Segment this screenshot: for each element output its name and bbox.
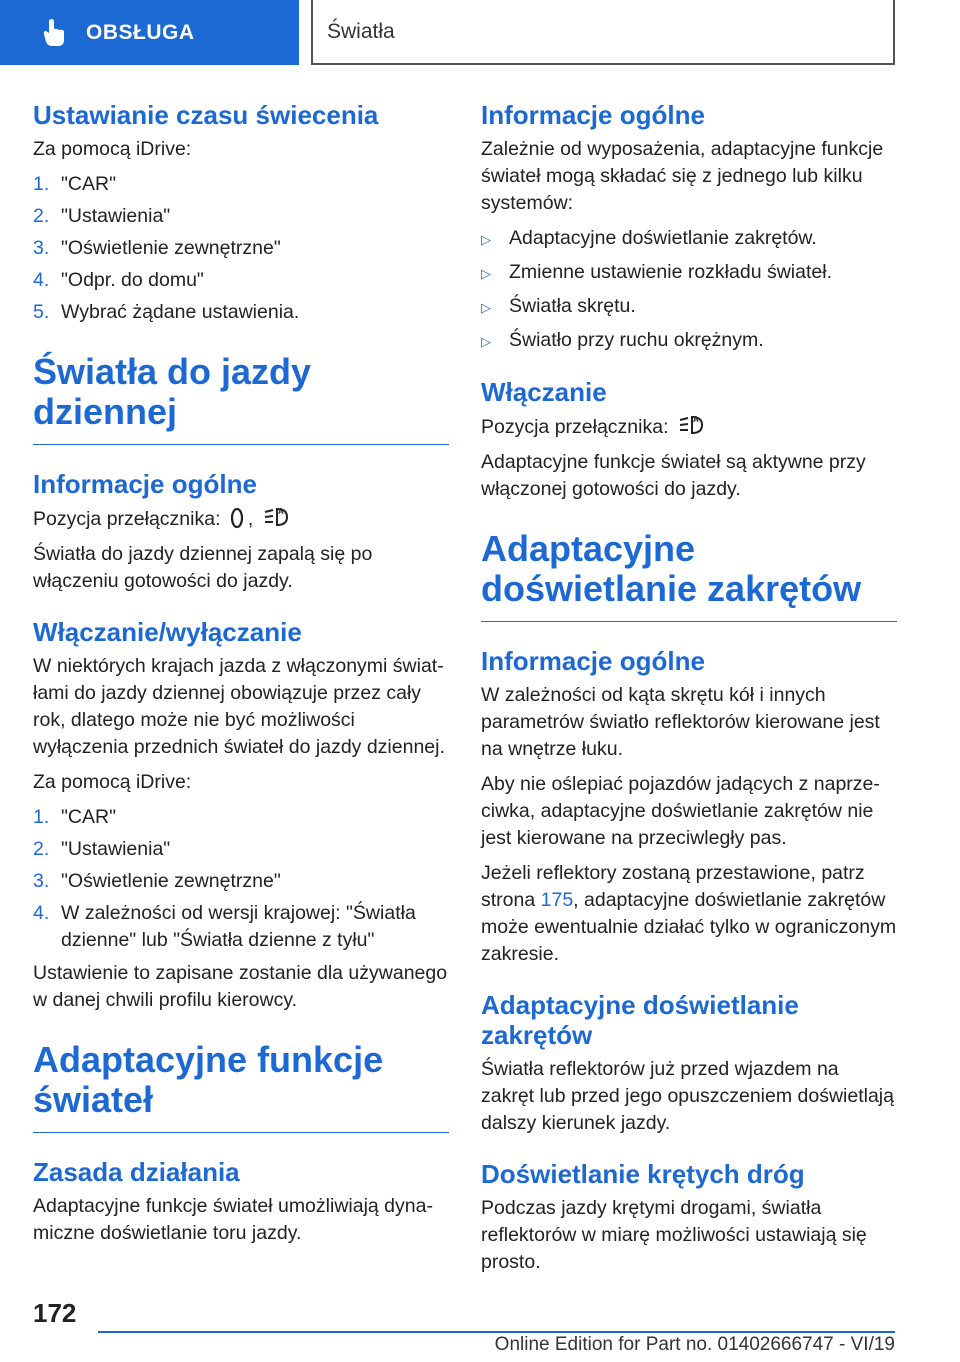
heading-adaptacyjne-funkcje: Adaptacyjne funkcje świateł <box>33 1040 449 1133</box>
kretych-text: Podczas jazdy krętymi drogami, światła reflektorów w miarę możliwości ustawiają się prosto. <box>481 1197 867 1273</box>
czas-steps <box>33 171 449 326</box>
heading-adaptacyjne-doswietlanie: Adaptacyjne doświetlanie zakrętów <box>481 529 897 622</box>
chapter-title: Światła <box>327 19 395 43</box>
heading-informacje-ogolne-2: Informacje ogólne <box>481 646 705 676</box>
auto-headlight-icon <box>678 413 706 437</box>
systems-list <box>481 225 897 355</box>
triangle-bullet-icon: ▷ <box>481 266 491 281</box>
footer-divider <box>98 1331 895 1333</box>
heading-wlaczanie: Włączanie <box>481 377 607 407</box>
czas-intro: Za pomocą iDrive: <box>33 138 192 160</box>
heading-swiatla-dzienne: Światła do jazdy dziennej <box>33 352 449 445</box>
edition-info: Online Edition for Part no. 01402666747 - VI/19 <box>494 1334 895 1355</box>
hand-pointer-icon <box>40 18 68 48</box>
list-item: 4. "Odpr. do domu" <box>33 269 204 291</box>
triangle-bullet-icon: ▷ <box>481 300 491 315</box>
triangle-bullet-icon: ▷ <box>481 232 491 247</box>
wl-note: Ustawienie to zapisane zostanie dla używanego w danej chwili profilu kierowcy. <box>33 962 448 1011</box>
list-item: ▷ Adaptacyjne doświetlanie zakrętów. <box>481 225 897 253</box>
chapter-header <box>311 0 895 65</box>
list-item: 3. "Oświetlenie zewnętrzne" <box>33 237 281 259</box>
list-item: 1. "CAR" <box>33 173 117 195</box>
page-number: 172 <box>33 1298 77 1328</box>
zasada-text: Adaptacyjne funkcje świateł umożliwiają dynamiczne doświetlanie toru jazdy. <box>33 1195 433 1244</box>
svg-text:A: A <box>277 507 284 516</box>
info2-p1: W zależności od kąta skrętu kół i innych parametrów światło reflektorów kierowane jest na wnętrze łuku. <box>481 684 880 760</box>
heading-adaptacyjne-doswietlanie-zakretow: Adaptacyjne doświetlanie zakrętów <box>481 990 799 1050</box>
left-column <box>33 100 449 1255</box>
page-link-175[interactable]: 175 <box>540 889 574 911</box>
list-item: ▷ Zmienne ustawienie rozkładu świateł. <box>481 259 897 287</box>
wl-text: W niektórych krajach jazda z włączonymi światłami do jazdy dziennej obowiązuje przez cały rok, dlatego może nie być możliwości wyłączenia przednich świateł do jazdy dziennej. <box>33 655 445 758</box>
info2-p3: Jeżeli reflektory zostaną przestawione, patrz strona 175, adaptacyjne doświetlanie zakrętów może ewentualnie działać tylko w ograniczonym zakresie. <box>481 862 897 965</box>
auto-headlight-icon <box>263 505 291 529</box>
list-item: ▷ Światła skrętu. <box>481 293 897 321</box>
wl-steps <box>33 804 449 954</box>
heading-informacje-ogolne-r: Informacje ogólne <box>481 100 705 130</box>
heading-wlaczanie-wylaczanie: Włączanie/wyłączanie <box>33 617 302 647</box>
wlaczanie-text: Adaptacyjne funkcje świateł są aktywne przy włączonej gotowości do jazdy. <box>481 451 866 500</box>
section-title: OBSŁUGA <box>86 20 195 44</box>
svg-text:A: A <box>692 415 699 424</box>
list-item: 5. Wybrać żądane ustawienia. <box>33 301 300 323</box>
list-item: 1. "CAR" <box>33 806 117 828</box>
switch-position-r: Pozycja przełącznika: A <box>481 413 897 441</box>
triangle-bullet-icon: ▷ <box>481 334 491 349</box>
switch-position: Pozycja przełącznika: , A <box>33 505 449 533</box>
info2-p2: Aby nie oślepiać pojazdów jadących z naprzeciwka, adaptacyjne doświetlanie zakrętów nie jest kierowane na przeciwległy pas. <box>481 773 880 849</box>
heading-ustawianie-czasu: Ustawianie czasu świecenia <box>33 100 379 130</box>
adz-text: Światła reflektorów już przed wjazdem na zakręt lub przed jego opuszczeniem doświetlają dalszy kierunek jazdy. <box>481 1058 894 1134</box>
list-item: 2. "Ustawienia" <box>33 838 171 860</box>
info-text-r: Zależnie od wyposażenia, adaptacyjne funkcje świateł mogą składać się z jednego lub kilku systemów: <box>481 138 884 214</box>
right-column <box>481 100 897 1284</box>
heading-doswietlanie-kretych-drog: Doświetlanie krętych dróg <box>481 1159 805 1189</box>
heading-zasada-dzialania: Zasada działania <box>33 1157 240 1187</box>
wl-intro: Za pomocą iDrive: <box>33 771 192 793</box>
list-item: 4. W zależności od wersji krajowej: "Światła dzienne" lub "Światła dzienne z tyłu" <box>33 902 416 951</box>
list-item: ▷ Światło przy ruchu okrężnym. <box>481 327 897 355</box>
heading-informacje-ogolne: Informacje ogólne <box>33 469 257 499</box>
light-switch-zero-icon <box>230 507 244 529</box>
list-item: 3. "Oświetlenie zewnętrzne" <box>33 870 281 892</box>
section-tab[interactable] <box>0 0 299 65</box>
list-item: 2. "Ustawienia" <box>33 205 171 227</box>
info-text: Światła do jazdy dziennej zapalą się po włączeniu gotowości do jazdy. <box>33 543 373 592</box>
